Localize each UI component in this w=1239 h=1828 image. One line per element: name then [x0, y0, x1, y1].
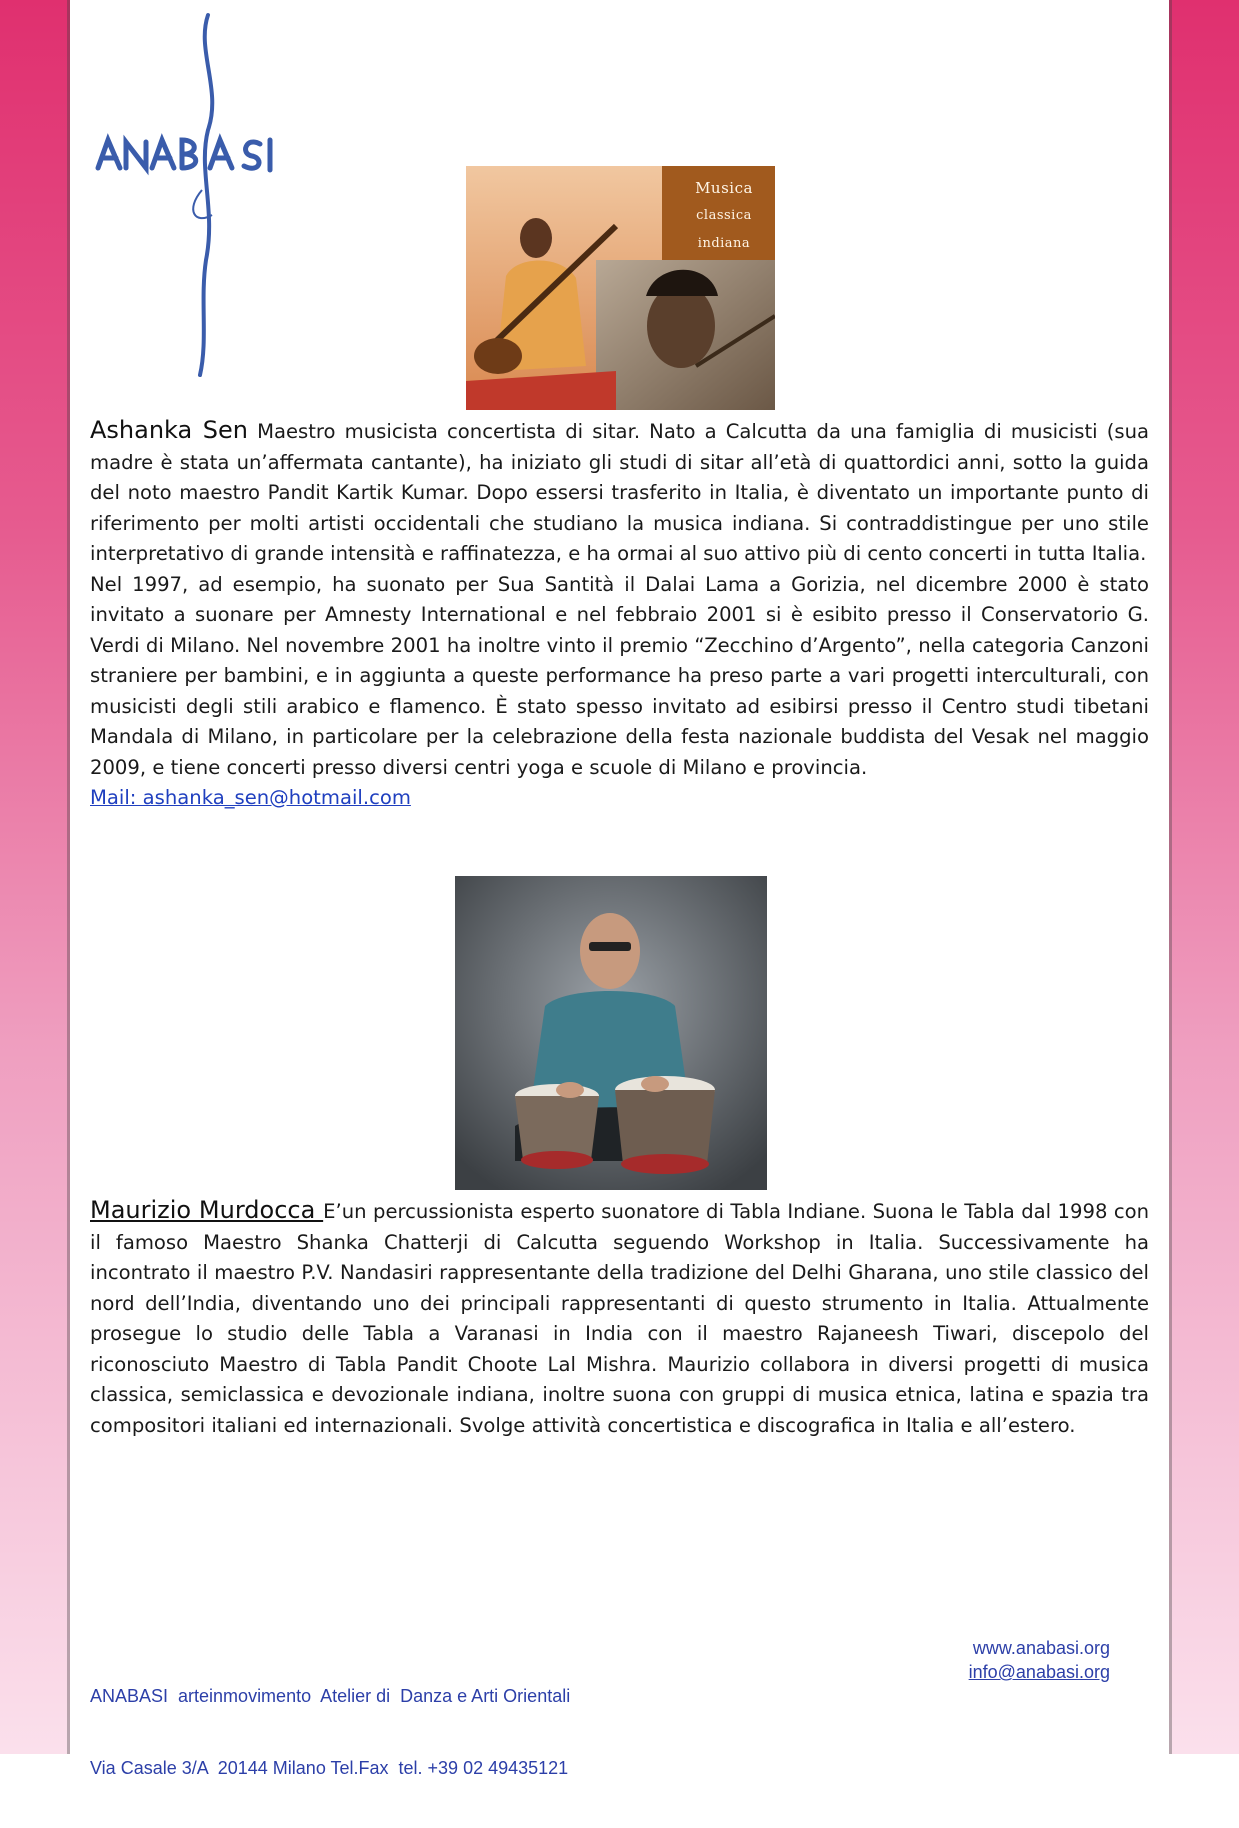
maurizio-murdocca-text: E’un percussionista esperto suonatore di Tabla Indiane. Suona le Tabla dal 1998 con il famoso Maestro Shanka Chatterji di Calcutta seguendo Workshop in Italia. Successivamente ha incontrato il maestro P.V. Nandasiri rappresentante della tradizione del Delhi Gharana, uno stile classico del nord dell’India, diventando uno dei principali rappresentanti di questo strumento in Italia. Attualmente prosegue lo studio delle Tabla a Varanasi in India con il maestro Rajaneesh Tiwari, discepolo del riconosciuto Maestro di Tabla Pandit Choote Lal Mishra. Maurizio collabora in diversi progetti di musica classica, semiclassica e devozionale indiana, inoltre suona con gruppi di musica etnica, latina e spazia tra compositori italiani ed internazionali. Svolge attività concertistica e discografica in Italia e all’estero.: [90, 1200, 1150, 1437]
footer-address: [90, 1636, 570, 1828]
maurizio-murdocca-bio: [90, 1195, 1149, 1441]
album-label: [674, 174, 774, 258]
footer-website-link[interactable]: www.anabasi.org: [972, 1638, 1110, 1658]
footer-contacts: [969, 1636, 1110, 1684]
right-decorative-band: [1169, 0, 1239, 1754]
maurizio-murdocca-photo: [455, 876, 767, 1190]
maurizio-murdocca-name: Maurizio Murdocca: [90, 1196, 324, 1224]
footer-email-link[interactable]: info@anabasi.org: [968, 1662, 1110, 1682]
ashanka-sen-para2: Nel 1997, ad esempio, ha suonato per Sua Santità il Dalai Lama a Gorizia, nel dicembre 2000 è stato invitato a suonare per Amnesty International e nel febbraio 2001 si è esibito presso il Conservatorio G. Verdi di Milano. Nel novembre 2001 ha inoltre vinto il premio “Zecchino d’Argento”, nella categoria Canzoni straniere per bambini, e in aggiunta a queste performance ha preso parte a vari progetti interculturali, con musicisti degli stili arabico e flamenco. È stato spesso invitato ad esibirsi presso il Centro studi tibetani Mandala di Milano, in particolare per la celebrazione della festa nazionale buddista del Vesak nel maggio 2009, e tiene concerti presso diversi centri yoga e scuole di Milano e provincia.: [90, 572, 1149, 779]
ashanka-sen-intro: Maestro musicista concertista di sitar. Nato a Calcutta da una famiglia di musicisti (sua madre è stata un’affermata cantante), ha iniziato gli studi di sitar all’età di quattordici anni, sotto la guida del noto maestro Pandit Kartik Kumar. Dopo essersi trasferito in Italia, è diventato un importante punto di riferimento per molti artisti occidentali che studiano la musica indiana. Si contraddistingue per uno stile interpretativo di grande intensità e raffinatezza, e ha ormai al suo attivo più di cento concerti in tutta Italia.: [90, 420, 1149, 565]
ashanka-sen-mail-link[interactable]: Mail: ashanka_sen@hotmail.com: [90, 786, 411, 809]
ashanka-sen-name: Ashanka Sen: [90, 416, 248, 444]
footer-line2: Via Casale 3/A 20144 Milano Tel.Fax tel. +39 02 49435121: [90, 1758, 569, 1778]
ashanka-sen-para1: [90, 415, 1149, 570]
album-label-line3: indiana: [697, 236, 751, 251]
footer-line1: ANABASI arteinmovimento Atelier di Danza e Arti Orientali: [90, 1686, 571, 1706]
ashanka-sen-photo: [466, 166, 775, 410]
ashanka-sen-bio: [90, 415, 1149, 814]
left-decorative-band: [0, 0, 70, 1754]
album-label-line1: Musica: [695, 179, 753, 197]
album-label-line2: classica: [696, 208, 752, 223]
anabasi-logo: [90, 10, 280, 380]
